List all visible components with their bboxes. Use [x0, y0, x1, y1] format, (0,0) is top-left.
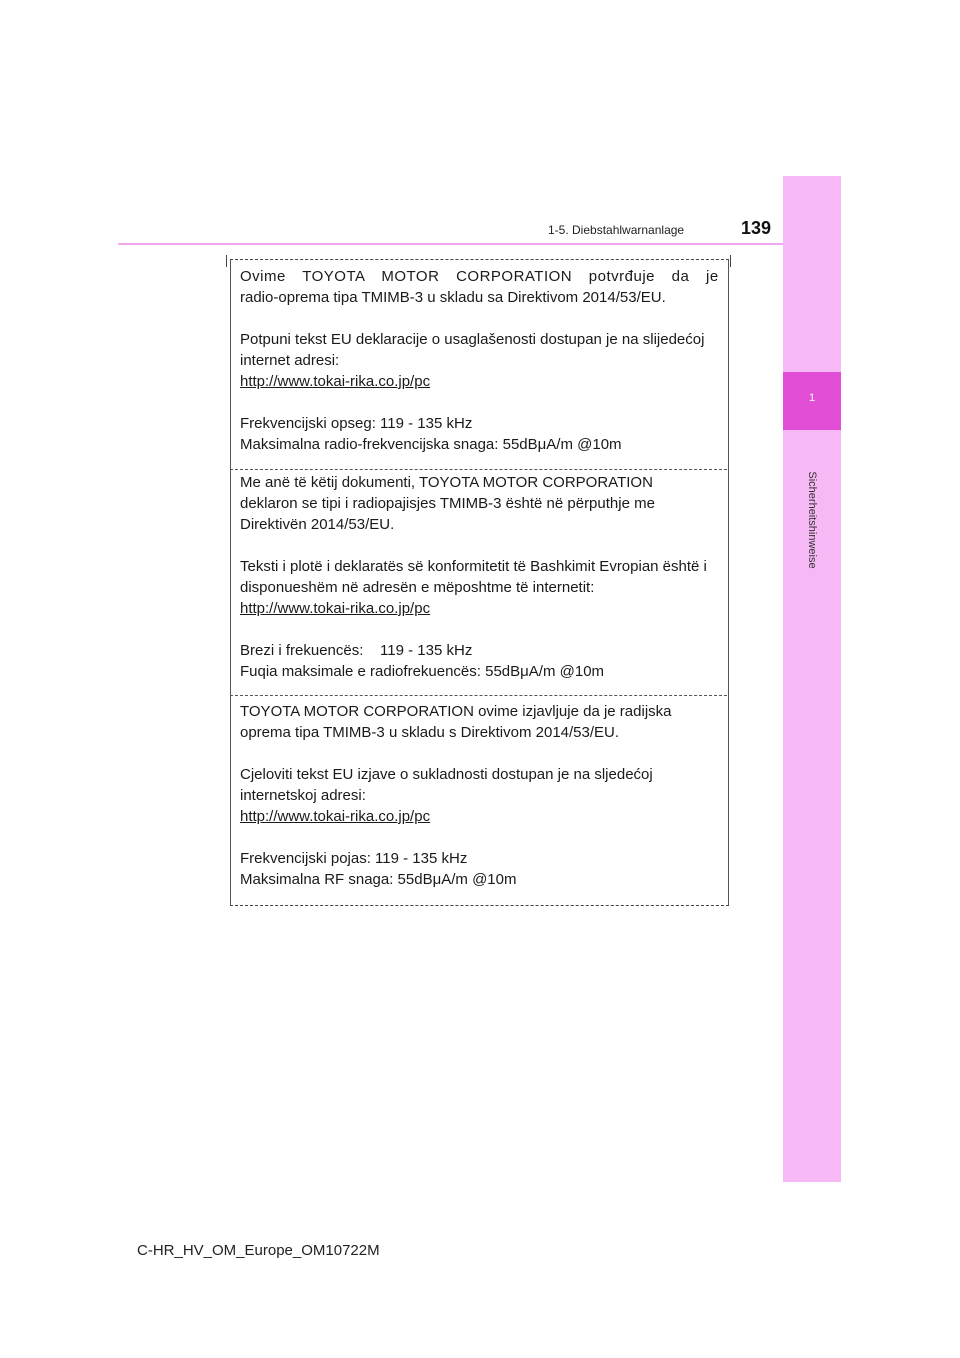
- declaration-link[interactable]: http://www.tokai-rika.co.jp/pc: [240, 808, 431, 825]
- declaration-line: internet adresi:: [240, 352, 340, 369]
- chapter-title: Sicherheitshinweise: [806, 471, 818, 569]
- declaration-line: disponueshëm në adresën e mëposhtme të internetit:: [240, 579, 595, 596]
- frequency-range: Brezi i frekuencës: 119 - 135 kHz: [240, 642, 473, 659]
- section-divider: [230, 469, 727, 470]
- declaration-link[interactable]: http://www.tokai-rika.co.jp/pc: [240, 373, 431, 390]
- corner-mark: [730, 255, 731, 267]
- declaration-line: Me anë të këtij dokumenti, TOYOTA MOTOR CORPORATION: [240, 474, 653, 491]
- frequency-range: Frekvencijski opseg: 119 - 135 kHz: [240, 415, 473, 432]
- header-rule: [118, 243, 783, 245]
- declaration-line: Direktivën 2014/53/EU.: [240, 516, 395, 533]
- page-number: 139: [741, 218, 772, 238]
- max-power: Maksimalna radio-frekvencijska snaga: 55dBμA/m @10m: [240, 436, 622, 453]
- declaration-link[interactable]: http://www.tokai-rika.co.jp/pc: [240, 600, 431, 617]
- declaration-line: deklaron se tipi i radiopajisjes TMIMB-3 është në përputhje me: [240, 495, 655, 512]
- chapter-side-tab: [783, 176, 841, 1182]
- document-code: C-HR_HV_OM_Europe_OM10722M: [137, 1242, 380, 1259]
- declaration-line: Ovime TOYOTA MOTOR CORPORATION potvrđuje da je: [240, 268, 719, 285]
- section-title: 1-5. Diebstahlwarnanlage: [548, 223, 685, 237]
- declaration-croatian: [240, 701, 720, 890]
- section-divider: [230, 695, 727, 696]
- declaration-albanian: [240, 472, 720, 682]
- declaration-line: radio-oprema tipa TMIMB-3 u skladu sa Direktivom 2014/53/EU.: [240, 289, 666, 306]
- declaration-line: TOYOTA MOTOR CORPORATION ovime izjavljuje da je radijska: [240, 703, 672, 720]
- declaration-line: oprema tipa TMIMB-3 u skladu s Direktivom 2014/53/EU.: [240, 724, 620, 741]
- declaration-bosnian: [240, 266, 720, 455]
- declaration-line: internetskoj adresi:: [240, 787, 366, 804]
- max-power: Fuqia maksimale e radiofrekuencës: 55dBμA/m @10m: [240, 663, 605, 680]
- frequency-range: Frekvencijski pojas: 119 - 135 kHz: [240, 850, 468, 867]
- corner-mark: [226, 255, 227, 267]
- max-power: Maksimalna RF snaga: 55dBμA/m @10m: [240, 871, 517, 888]
- declaration-line: Teksti i plotë i deklaratës së konformitetit të Bashkimit Evropian është i: [240, 558, 707, 575]
- declaration-line: Cjeloviti tekst EU izjave o sukladnosti dostupan je na sljedećoj: [240, 766, 653, 783]
- chapter-number: 1: [808, 392, 816, 404]
- declaration-line: Potpuni tekst EU deklaracije o usaglašenosti dostupan je na slijedećoj: [240, 331, 705, 348]
